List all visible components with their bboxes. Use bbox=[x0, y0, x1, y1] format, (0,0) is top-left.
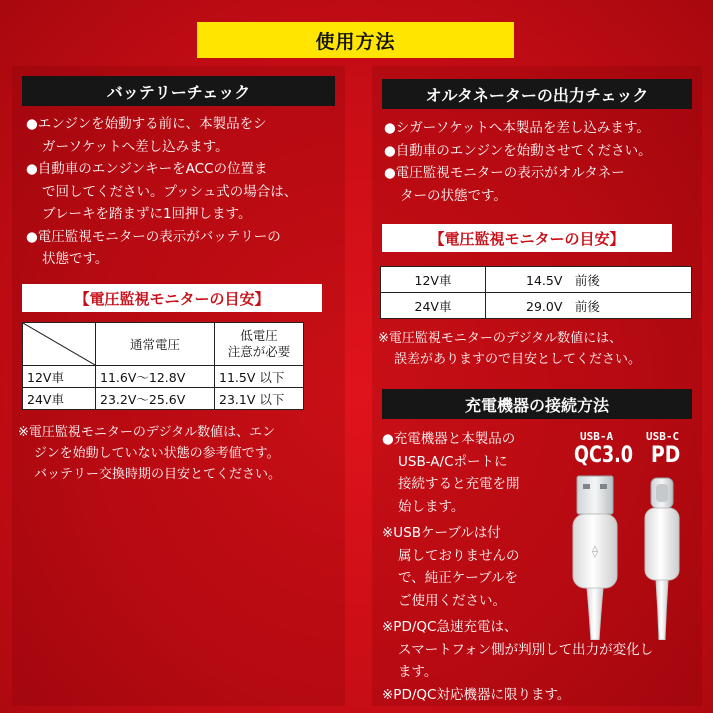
battery-step-1: ●エンジンを始動する前に、本製品をシ ガーソケットへ差し込みます。 bbox=[26, 116, 267, 155]
row-normal: 11.6V～12.8V bbox=[96, 366, 215, 388]
row-car: 24V車 bbox=[381, 293, 486, 319]
page-title: 使用方法 bbox=[197, 22, 514, 58]
alternator-step-3: ●電圧監視モニターの表示がオルタネー ターの状態です。 bbox=[384, 165, 625, 204]
row-low: 23.1V 以下 bbox=[215, 388, 304, 410]
diagonal-line bbox=[23, 323, 95, 365]
table-row bbox=[23, 366, 304, 388]
alternator-heading: オルタネーターの出力チェック bbox=[382, 79, 692, 109]
usb-cables-illustration bbox=[565, 470, 705, 640]
row-normal: 23.2V～25.6V bbox=[96, 388, 215, 410]
header-low: 低電圧 注意が必要 bbox=[215, 323, 304, 366]
row-value: 29.0V 前後 bbox=[486, 293, 692, 319]
battery-step-3: ●電圧監視モニターの表示がバッテリーの 状態です。 bbox=[26, 228, 281, 267]
usb-a-cable-icon bbox=[573, 476, 617, 640]
alternator-steps bbox=[384, 117, 704, 207]
battery-guide-heading: 【電圧監視モニターの目安】 bbox=[22, 284, 322, 312]
charging-note-compat: ※PD/QC対応機器に限ります。 bbox=[382, 687, 571, 703]
table-row bbox=[381, 267, 692, 293]
charging-note-fast: ※PD/QC急速充電は、 スマートフォン側が判別して出力が変化し ます。 bbox=[382, 619, 654, 680]
row-low: 11.5V 以下 bbox=[215, 366, 304, 388]
battery-note: ※電圧監視モニターのデジタル数値は、エン ジンを始動していない状態の参考値です。 バッテリー交換時期の目安とてください。 bbox=[18, 425, 282, 482]
alternator-note: ※電圧監視モニターのデジタル数値には、 誤差がありますので目安としてください。 bbox=[378, 331, 642, 367]
alternator-guide-heading: 【電圧監視モニターの目安】 bbox=[382, 224, 672, 252]
battery-steps bbox=[26, 113, 346, 271]
svg-text:⟠: ⟠ bbox=[592, 544, 598, 558]
charging-heading: 充電機器の接続方法 bbox=[382, 389, 692, 419]
usb-a-label: USB-A bbox=[580, 430, 614, 443]
usb-a-qc-label: QC3.0 bbox=[574, 443, 634, 468]
alternator-step-1: ●シガーソケットへ本製品を差し込みます。 bbox=[384, 120, 650, 136]
diagonal-cell bbox=[23, 323, 96, 366]
usb-c-label: USB-C bbox=[646, 430, 680, 443]
usb-c-cable-icon bbox=[645, 478, 679, 640]
table-row bbox=[381, 293, 692, 319]
row-car: 12V車 bbox=[381, 267, 486, 293]
battery-voltage-table bbox=[22, 322, 304, 410]
alternator-voltage-table bbox=[380, 266, 692, 319]
row-car: 12V車 bbox=[23, 366, 96, 388]
charging-body: ●充電機器と本製品の USB-A/Cポートに 接続すると充電を開 始します。 bbox=[382, 431, 520, 515]
table-row bbox=[23, 388, 304, 410]
row-value: 14.5V 前後 bbox=[486, 267, 692, 293]
row-car: 24V車 bbox=[23, 388, 96, 410]
header-normal: 通常電圧 bbox=[96, 323, 215, 366]
table-header-row bbox=[23, 323, 304, 366]
alternator-step-2: ●自動車のエンジンを始動させてください。 bbox=[384, 142, 652, 159]
usb-c-pd-label: PD bbox=[651, 443, 681, 468]
charging-note-cable: ※USBケーブルは付 属しておりませんの で、純正ケーブルを ご使用ください。 bbox=[382, 525, 520, 609]
battery-check-heading: バッテリーチェック bbox=[22, 76, 335, 106]
battery-step-2: ●自動車のエンジンキーをACCの位置ま で回してください。プッシュ式の場合は、 ブレーキを踏まずに1回押します。 bbox=[26, 161, 298, 222]
